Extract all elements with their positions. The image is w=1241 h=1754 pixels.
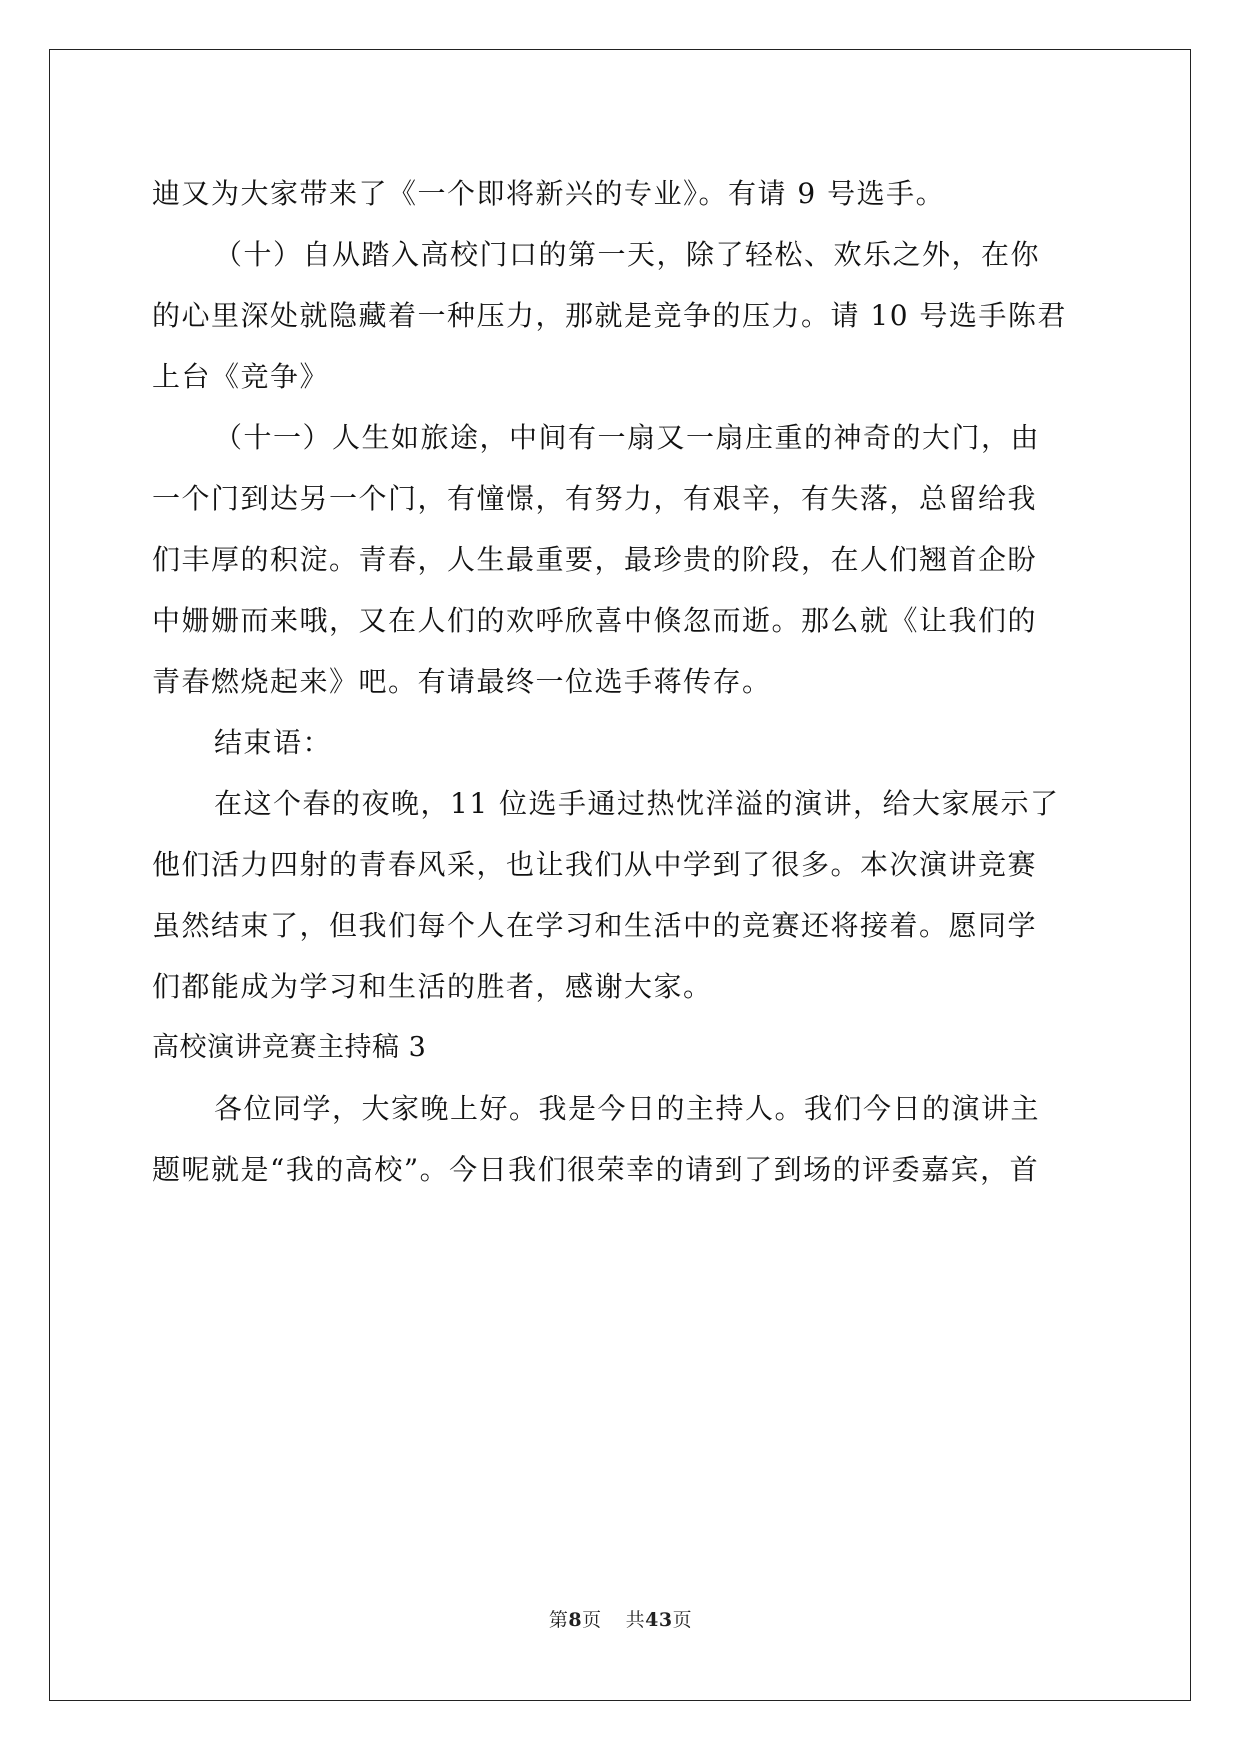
paragraph-line: 们丰厚的积淀。青春，人生最重要，最珍贵的阶段，在人们翘首企盼 — [152, 543, 1038, 576]
paragraph-line: （十一）人生如旅途，中间有一扇又一扇庄重的神奇的大门，由 — [214, 421, 1041, 454]
document-body — [152, 163, 1092, 1200]
paragraph-line: 虽然结束了，但我们每个人在学习和生活中的竞赛还将接着。愿同学 — [152, 909, 1038, 942]
page-suffix: 页 — [582, 1609, 602, 1631]
page-prefix: 第 — [548, 1609, 569, 1631]
paragraph-line: 在这个春的夜晚，11 位选手通过热忱洋溢的演讲，给大家展示了 — [214, 787, 1060, 820]
paragraph-line: 上台《竞争》 — [152, 360, 330, 393]
total-suffix: 页 — [672, 1609, 693, 1631]
paragraph-line: 青春燃烧起来》吧。有请最终一位选手蒋传存。 — [152, 665, 772, 698]
section-label: 结束语： — [214, 726, 333, 759]
paragraph-line: 各位同学，大家晚上好。我是今日的主持人。我们今日的演讲主 — [214, 1092, 1041, 1125]
paragraph-line: 的心里深处就隐藏着一种压力，那就是竞争的压力。请 10 号选手陈君 — [152, 299, 1067, 332]
paragraph-line: 迪又为大家带来了《一个即将新兴的专业》。有请 9 号选手。 — [152, 177, 946, 210]
section-heading: 高校演讲竞赛主持稿 3 — [152, 1032, 427, 1063]
paragraph-line: 一个门到达另一个门，有憧憬，有努力，有艰辛，有失落，总留给我 — [152, 482, 1038, 515]
paragraph-line: 中姗姗而来哦，又在人们的欢呼欣喜中倏忽而逝。那么就《让我们的 — [152, 604, 1038, 637]
total-pages: 43 — [645, 1609, 673, 1631]
page-number: 8 — [568, 1609, 583, 1631]
paragraph-line: 他们活力四射的青春风采，也让我们从中学到了很多。本次演讲竞赛 — [152, 848, 1038, 881]
paragraph-line: （十）自从踏入高校门口的第一天，除了轻松、欢乐之外，在你 — [214, 238, 1041, 271]
total-prefix: 共 — [625, 1609, 646, 1631]
page-footer — [0, 1605, 1241, 1632]
paragraph-line: 题呢就是“我的高校”。今日我们很荣幸的请到了到场的评委嘉宾，首 — [152, 1153, 1040, 1186]
paragraph-line: 们都能成为学习和生活的胜者，感谢大家。 — [152, 970, 713, 1003]
